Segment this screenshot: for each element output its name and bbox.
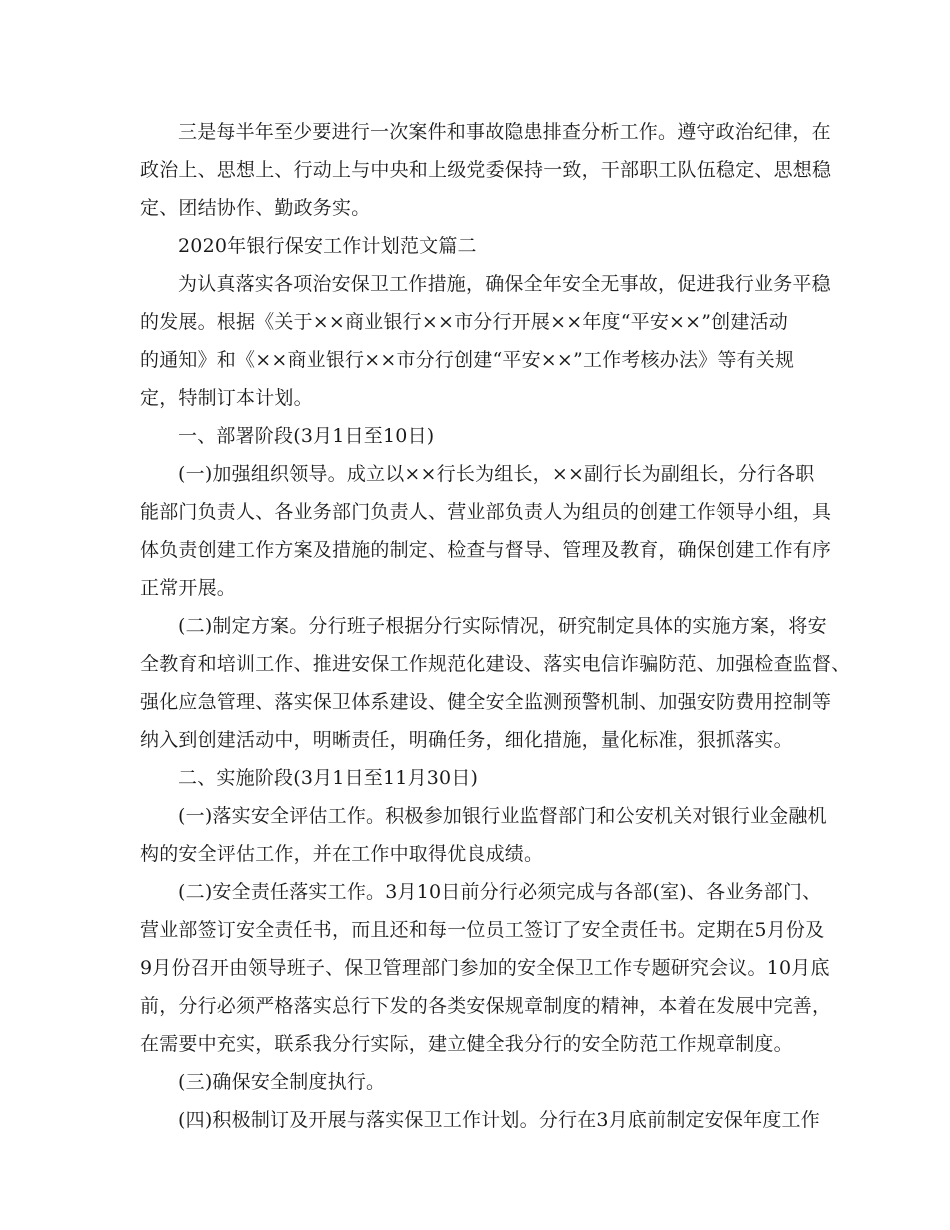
paragraph-line: 三是每半年至少要进行一次案件和事故隐患排查分析工作。遵守政治纪律，在: [178, 121, 831, 143]
paragraph-line: 正常开展。: [140, 577, 237, 599]
paragraph-line: 在需要中充实，联系我分行实际，建立健全我分行的安全防范工作规章制度。: [140, 1033, 793, 1055]
paragraph-line: 前，分行必须严格落实总行下发的各类安保规章制度的精神，本着在发展中完善，: [140, 995, 832, 1017]
paragraph-line: 定、团结协作、勤政务实。: [140, 197, 371, 219]
paragraph-line: 9月份召开由领导班子、保卫管理部门参加的安全保卫工作专题研究会议。10月底: [140, 957, 830, 979]
paragraph-line: 为认真落实各项治安保卫工作措施，确保全年安全无事故，促进我行业务平稳: [178, 273, 831, 295]
paragraph-line: 体负责创建工作方案及措施的制定、检查与督导、管理及教育，确保创建工作有序: [140, 539, 832, 561]
paragraph-line: 营业部签订安全责任书，而且还和每一位员工签订了安全责任书。定期在5月份及: [140, 919, 825, 941]
paragraph-line: 的通知》和《××商业银行××市分行创建“平安××”工作考核办法》等有关规: [140, 349, 795, 371]
paragraph-line: 的发展。根据《关于××商业银行××市分行开展××年度“平安××”创建活动: [140, 311, 788, 333]
paragraph-line: 纳入到创建活动中，明晰责任，明确任务，细化措施，量化标准，狠抓落实。: [140, 729, 793, 751]
paragraph-line: (二)安全责任落实工作。3月10日前分行必须完成与各部(室)、各业务部门、: [178, 881, 822, 903]
section-heading: 一、部署阶段(3月1日至10日): [178, 425, 435, 447]
paragraph-line: (三)确保安全制度执行。: [178, 1071, 386, 1093]
paragraph-line: (一)加强组织领导。成立以××行长为组长，××副行长为副组长，分行各职: [178, 463, 815, 485]
section-heading: 二、实施阶段(3月1日至11月30日): [178, 767, 479, 789]
paragraph-line: 构的安全评估工作，并在工作中取得优良成绩。: [140, 843, 544, 865]
paragraph-line: 政治上、思想上、行动上与中央和上级党委保持一致，干部职工队伍稳定、思想稳: [140, 159, 832, 181]
paragraph-line: (二)制定方案。分行班子根据分行实际情况，研究制定具体的实施方案，将安: [178, 615, 827, 637]
paragraph-line: 定，特制订本计划。: [140, 387, 313, 409]
paragraph-line: 强化应急管理、落实保卫体系建设、健全安全监测预警机制、加强安防费用控制等: [140, 691, 832, 713]
section-title: 2020年银行保安工作计划范文篇二: [178, 235, 477, 257]
paragraph-line: (一)落实安全评估工作。积极参加银行业监督部门和公安机关对银行业金融机: [178, 805, 827, 827]
paragraph-line: (四)积极制订及开展与落实保卫工作计划。分行在3月底前制定安保年度工作: [178, 1109, 820, 1131]
paragraph-line: 全教育和培训工作、推进安保工作规范化建设、落实电信诈骗防范、加强检查监督、: [140, 653, 851, 675]
paragraph-line: 能部门负责人、各业务部门负责人、营业部负责人为组员的创建工作领导小组，具: [140, 501, 832, 523]
